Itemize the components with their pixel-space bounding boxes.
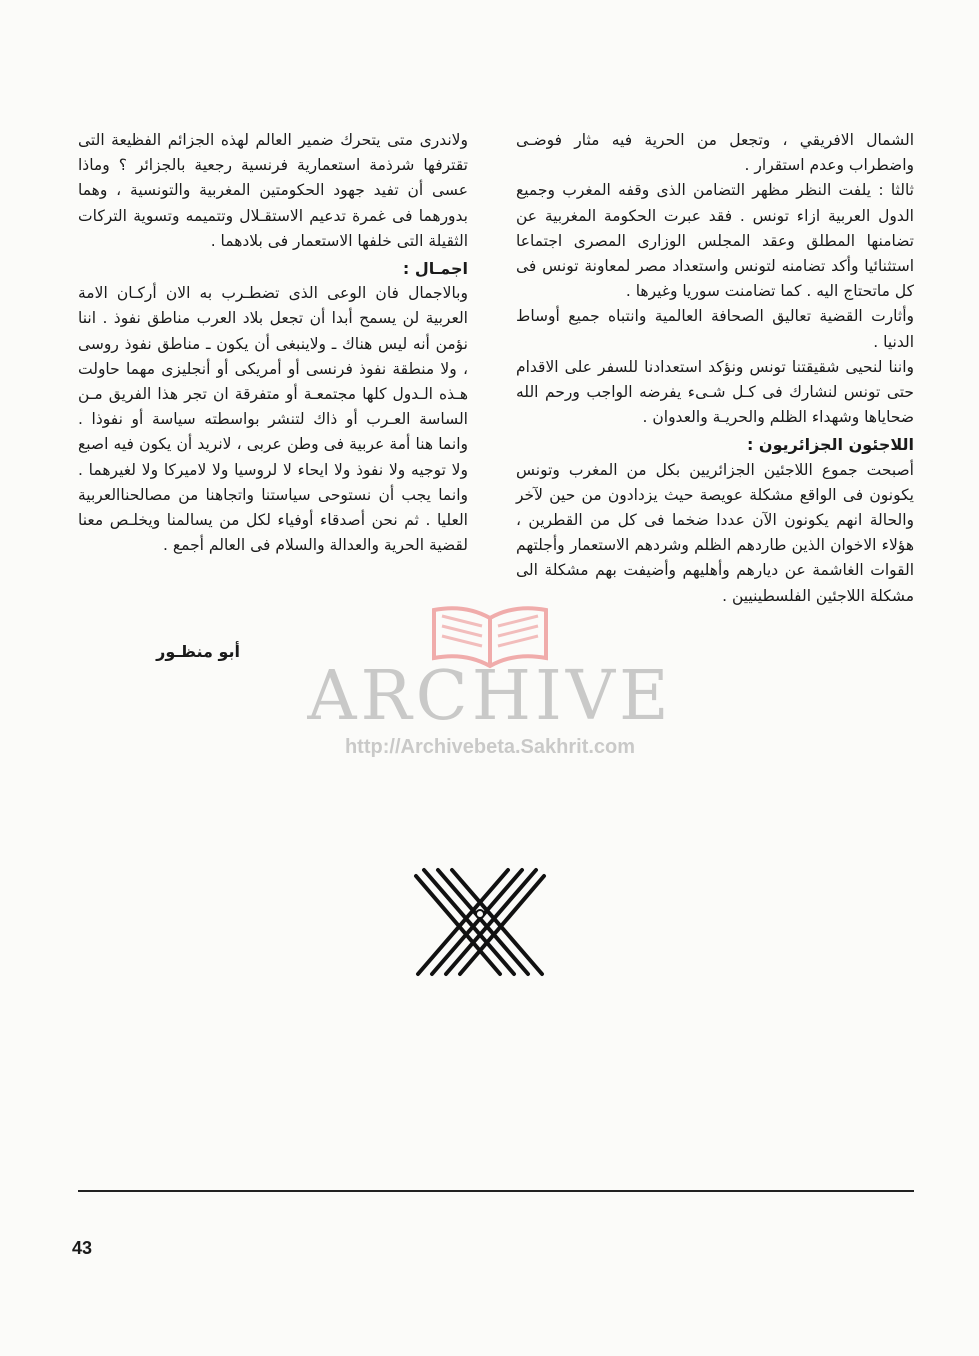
left-column — [78, 128, 468, 558]
left-paragraph-1: ولاندرى متى يتحرك ضمير العالم لهذه الجزائم الفظيعة التى تقترفها شرذمة استعمارية فرنسية رجعية بالجزائر ؟ وماذا عسى أن تفيد جهود الحكومتين المغربية والتونسية ، وهما بدورهما فى غمرة تدعيم الاستقـلال وتتميمه وتسوية التركات الثقيلة التى خلفها الاستعمار فى بلادهما . — [78, 131, 468, 250]
section-heading-summary: اجمـال : — [402, 259, 468, 279]
left-paragraph-2: وبالاجمال فان الوعى الذى تضطـرب به الان أركـان الامة العربية لن يسمح أبدا أن تجعل بلاد العرب مناطق نفوذ . اننا نؤمن أنه ليس هناك ـ ولاينبغى أن يكون ـ مناطق نفوذ روسى ، ولا منطقة نفوذ فرنسى أو أمريكى أو أنجليزى مهما حاولت هـذه الـدول كلها مجتمعـة أو متفرقة ان تجر هذا الفريق مـن الساسة العـرب أو ذاك لتنشر بواسطته سياسة أو نفوذا . وانما هنا أمة عربية فى وطن عربى ، لانريد أن يكون فيه اصبع ولا توجيه ولا نفوذ ولا ايحاء لا لروسيا ولا لاميركا ولا لغيرهما . وانما يجب أن نستوحى سياستنا واتجاهنا من مصالحناالعربية العليا . ثم نحن أصدقاء أوفياء لكل من يسالمنا ويخلـص معنا لقضية الحرية والعدالة والسلام فى العالم أجمع . — [78, 284, 468, 555]
right-paragraph-2: ثالثا : يلفت النظر مظهر التضامن الذى وقفه المغرب وجميع الدول العربية ازاء تونس . فقد عبرت الحكومة المغربية عن تضامنها المطلق وعقد المجلس الوزارى المصرى اجتماعا استثنائيا وأكد تضامنه لتونس واستعداد مصر لمعاونة تونس فى كل ماتحتاج اليه . كما تضامنت سوريا وغيرها . — [516, 181, 914, 301]
footer-divider — [78, 1190, 914, 1192]
author-signature: أبو منظـور — [156, 642, 240, 661]
right-paragraph-1: الشمال الافريقي ، وتجعل من الحرية فيه مثار فوضـى واضطراب وعدم استقرار . — [516, 131, 914, 175]
right-paragraph-3: وأثارت القضية تعاليق الصحافة العالمية وانتباه جميع أوساط الدنيا . — [516, 307, 914, 351]
right-paragraph-4: واننا لنحيى شقيقتنا تونس ونؤكد استعدادنا للسفر على الاقدام حتى تونس لنشارك فى كـل شـىء يفرضه الواجب ورحم الله ضحاياها وشهداء الظلم والحريـة والعدوان . — [516, 357, 914, 427]
crossed-spears-icon — [412, 862, 548, 978]
right-paragraph-5: أصبحت جموع اللاجئين الجزائريين بكل من المغرب وتونس يكونون فى الواقع مشكلة عويصة حيث يزدادون من حين لآخر والحالة انهم يكونون الآن عددا ضخما فى كل من القطرين ، هؤلاء الاخوان الذين طاردهم الظلم وشردهم الاستعمار وأجلتهم القوات الغاشمة عن ديارهم وأهليهم وأضيفت بهم مشكلة الى مشكلة اللاجئين الفلسطينيين . — [516, 460, 914, 605]
right-column — [516, 128, 914, 609]
watermark-url[interactable]: http://Archivebeta.Sakhrit.com — [344, 736, 636, 758]
section-heading-refugees: اللاجئون الجزائريون : — [746, 435, 914, 455]
watermark-title: ARCHIVE — [307, 657, 673, 736]
page-number: 43 — [72, 1238, 93, 1258]
archive-watermark[interactable] — [300, 600, 680, 770]
book-icon — [420, 600, 560, 670]
